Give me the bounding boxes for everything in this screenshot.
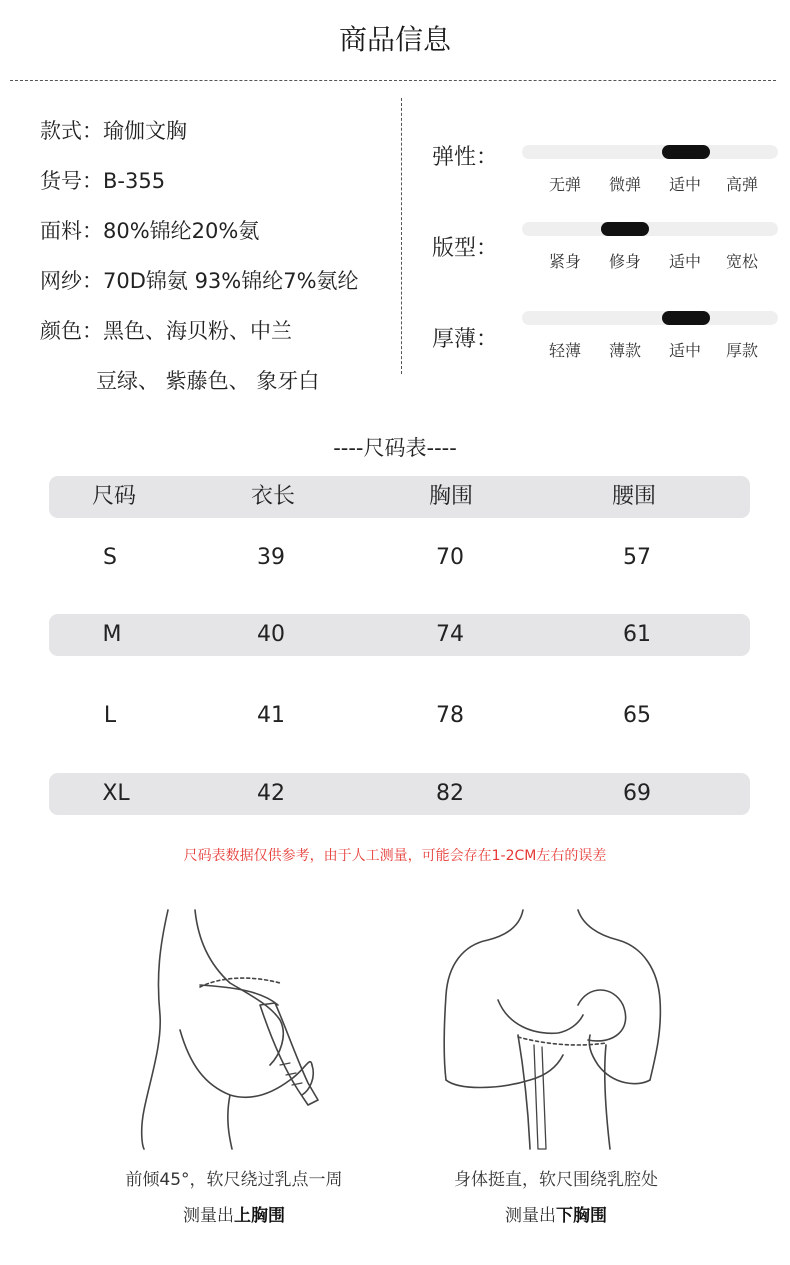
measure-bold-under: 下胸围 — [556, 1206, 607, 1226]
table-header-cell: 尺码 — [91, 484, 137, 509]
gauge-track-elasticity — [522, 145, 778, 159]
table-header-row — [49, 476, 750, 518]
table-cell: 39 — [257, 545, 285, 570]
gauge-label-fit: 版型： — [432, 236, 499, 261]
gauge-option: 轻薄 — [548, 341, 582, 360]
info-label: 款式： — [40, 119, 103, 143]
figure-caption-upper: 前倾45°，软尺绕过乳点一周 — [125, 1170, 343, 1190]
table-cell: 42 — [257, 781, 285, 806]
info-mesh — [40, 265, 359, 295]
info-style — [40, 115, 187, 145]
gauge-option: 微弹 — [608, 175, 642, 194]
table-cell: L — [103, 703, 117, 728]
info-label: 货号： — [40, 169, 103, 193]
figure-caption-under: 身体挺直，软尺围绕乳腔处 — [454, 1170, 658, 1190]
gauge-options-elasticity — [522, 172, 778, 194]
table-cell: 70 — [436, 545, 464, 570]
info-label: 颜色： — [40, 319, 103, 343]
gauge-option: 高弹 — [725, 175, 759, 194]
info-value: 70D锦氨 93%锦纶7%氨纶 — [103, 269, 359, 293]
gauge-track-thickness — [522, 311, 778, 325]
figure-measure-upper — [80, 1201, 388, 1226]
table-cell: 78 — [436, 703, 464, 728]
table-cell: 41 — [257, 703, 285, 728]
figure-measure-under — [402, 1201, 710, 1226]
upper-bust-illustration — [120, 905, 340, 1150]
table-cell: 65 — [623, 703, 651, 728]
gauge-knob-fit — [601, 222, 649, 236]
gauge-option: 适中 — [668, 252, 702, 271]
table-cell: M — [102, 622, 122, 647]
info-value: 黑色、海贝粉、中兰 — [103, 319, 292, 343]
gauge-label-thickness: 厚薄： — [432, 327, 499, 352]
table-cell: 57 — [623, 545, 651, 570]
table-row — [49, 614, 750, 656]
table-cell: 69 — [623, 781, 651, 806]
table-header-cell: 腰围 — [611, 484, 657, 509]
gauge-options-thickness — [522, 338, 778, 360]
gauge-option: 薄款 — [608, 341, 642, 360]
page-title: 商品信息 — [338, 23, 451, 56]
gauge-options-fit — [522, 249, 778, 271]
table-header-cell: 胸围 — [428, 484, 474, 509]
info-label: 网纱： — [40, 269, 103, 293]
table-cell: 61 — [623, 622, 651, 647]
gauge-knob-elasticity — [662, 145, 710, 159]
gauge-option: 紧身 — [548, 252, 582, 271]
size-table-title: ----尺码表---- — [333, 436, 457, 460]
size-disclaimer: 尺码表数据仅供参考，由于人工测量，可能会存在1-2CM左右的误差 — [183, 848, 607, 864]
info-color — [40, 315, 292, 345]
gauge-option: 宽松 — [725, 252, 759, 271]
info-label: 面料： — [40, 219, 103, 243]
gauge-option: 厚款 — [725, 341, 759, 360]
table-header-cell: 衣长 — [250, 484, 296, 509]
measure-prefix: 测量出 — [183, 1206, 234, 1226]
table-cell: S — [103, 545, 117, 570]
info-fabric — [40, 215, 259, 245]
measure-bold-upper: 上胸围 — [234, 1206, 285, 1226]
table-cell: XL — [102, 781, 130, 806]
divider-top — [10, 80, 776, 81]
info-value: 80%锦纶20%氨 — [103, 219, 260, 243]
table-cell: 74 — [436, 622, 464, 647]
table-row — [49, 695, 750, 737]
info-value: B-355 — [103, 169, 166, 193]
table-row — [49, 537, 750, 579]
gauge-label-elasticity: 弹性： — [432, 145, 499, 170]
gauge-track-fit — [522, 222, 778, 236]
gauge-option: 适中 — [668, 341, 702, 360]
gauge-option: 无弹 — [548, 175, 582, 194]
gauge-option: 适中 — [668, 175, 702, 194]
gauge-knob-thickness — [662, 311, 710, 325]
measure-prefix: 测量出 — [505, 1206, 556, 1226]
gauge-option: 修身 — [608, 252, 642, 271]
under-bust-illustration — [438, 905, 678, 1150]
table-cell: 40 — [257, 622, 285, 647]
table-cell: 82 — [436, 781, 464, 806]
divider-vertical — [401, 98, 402, 374]
info-color-continued: 豆绿、 紫藤色、 象牙白 — [96, 369, 320, 393]
table-row — [49, 773, 750, 815]
info-item-no — [40, 165, 165, 195]
info-value: 瑜伽文胸 — [103, 119, 187, 143]
